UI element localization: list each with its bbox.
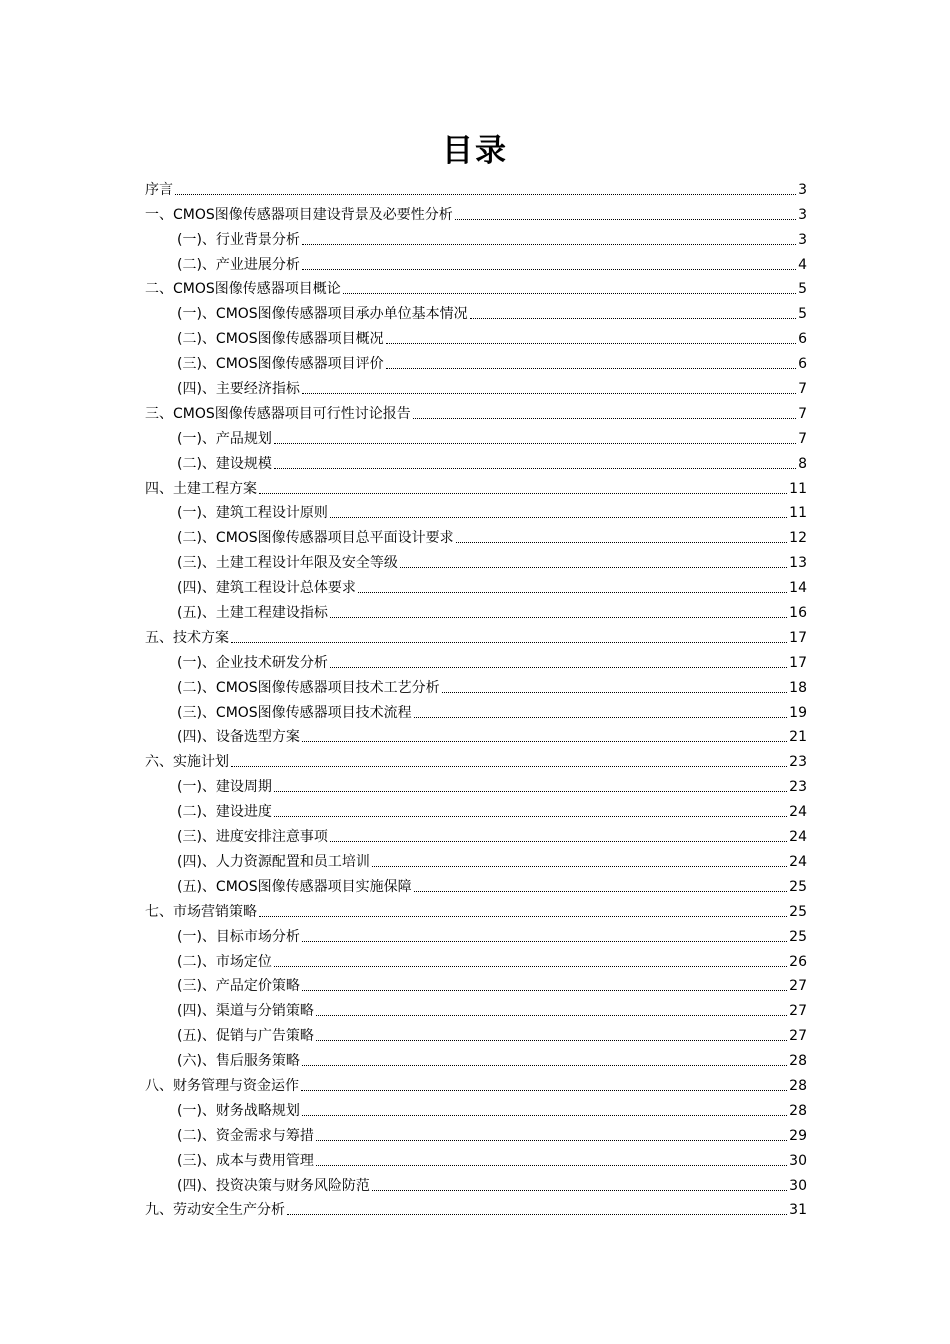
dot-leader <box>358 592 787 593</box>
dot-leader <box>330 841 787 842</box>
toc-subentry[interactable] <box>145 871 807 896</box>
dot-leader <box>372 1190 787 1191</box>
toc-page-number: 17 <box>789 654 807 671</box>
toc-subentry[interactable] <box>145 971 807 996</box>
toc-subentry[interactable] <box>145 1170 807 1195</box>
dot-leader <box>400 567 787 568</box>
toc-entry-label: (五)、土建工程建设指标 <box>177 605 328 622</box>
toc-entry[interactable] <box>145 199 807 224</box>
dot-leader <box>343 293 796 294</box>
toc-subentry[interactable] <box>145 1145 807 1170</box>
toc-subentry[interactable] <box>145 249 807 274</box>
toc-entry-label: 三、CMOS图像传感器项目可行性讨论报告 <box>145 405 411 422</box>
toc-entry-label: (二)、市场定位 <box>177 953 272 970</box>
toc-entry-label: (三)、CMOS图像传感器项目评价 <box>177 356 384 373</box>
toc-page-number: 24 <box>789 829 807 846</box>
toc-subentry[interactable] <box>145 572 807 597</box>
dot-leader <box>316 1040 787 1041</box>
dot-leader <box>259 493 787 494</box>
toc-subentry[interactable] <box>145 1095 807 1120</box>
dot-leader <box>470 318 796 319</box>
toc-entry-label: 九、劳动安全生产分析 <box>145 1202 285 1219</box>
toc-page-number: 7 <box>798 430 807 447</box>
toc-entry-label: (一)、产品规划 <box>177 430 272 447</box>
toc-entry-label: (三)、CMOS图像传感器项目技术流程 <box>177 704 412 721</box>
toc-entry-label: (一)、行业背景分析 <box>177 231 300 248</box>
toc-entry-label: 序言 <box>145 181 173 198</box>
toc-page-number: 27 <box>789 1003 807 1020</box>
page-title: 目录 <box>442 133 508 169</box>
dot-leader <box>302 269 796 270</box>
dot-leader <box>442 692 787 693</box>
toc-page-number: 12 <box>789 530 807 547</box>
dot-leader <box>386 343 796 344</box>
toc-subentry[interactable] <box>145 647 807 672</box>
toc-subentry[interactable] <box>145 672 807 697</box>
toc-page-number: 6 <box>798 331 807 348</box>
toc-subentry[interactable] <box>145 373 807 398</box>
toc-subentry[interactable] <box>145 722 807 747</box>
toc-entry-label: (四)、人力资源配置和员工培训 <box>177 853 370 870</box>
toc-entry-label: (三)、成本与费用管理 <box>177 1152 314 1169</box>
dot-leader <box>414 717 787 718</box>
dot-leader <box>372 866 787 867</box>
toc-page-number: 25 <box>789 878 807 895</box>
toc-entry-label: (二)、建设规模 <box>177 455 272 472</box>
dot-leader <box>274 966 787 967</box>
toc-page-number: 5 <box>798 306 807 323</box>
toc-entry[interactable] <box>145 1195 807 1220</box>
toc-page-number: 28 <box>789 1053 807 1070</box>
toc-page-number: 7 <box>798 381 807 398</box>
toc-subentry[interactable] <box>145 448 807 473</box>
dot-leader <box>302 393 796 394</box>
toc-entry[interactable] <box>145 622 807 647</box>
toc-page-number: 30 <box>789 1152 807 1169</box>
toc-page-number: 24 <box>789 804 807 821</box>
toc-page-number: 11 <box>789 480 807 497</box>
toc-page-number: 21 <box>789 729 807 746</box>
toc-entry-label: (五)、CMOS图像传感器项目实施保障 <box>177 878 412 895</box>
toc-entry-label: 四、土建工程方案 <box>145 480 257 497</box>
table-of-contents <box>145 174 807 1219</box>
toc-page-number: 27 <box>789 1028 807 1045</box>
toc-entry-label: 一、CMOS图像传感器项目建设背景及必要性分析 <box>145 206 453 223</box>
toc-entry[interactable] <box>145 274 807 299</box>
dot-leader <box>287 1214 787 1215</box>
toc-subentry[interactable] <box>145 771 807 796</box>
toc-subentry[interactable] <box>145 796 807 821</box>
toc-entry-label: 五、技术方案 <box>145 629 229 646</box>
toc-page-number: 29 <box>789 1127 807 1144</box>
dot-leader <box>259 916 787 917</box>
toc-entry-label: (四)、渠道与分销策略 <box>177 1003 314 1020</box>
dot-leader <box>274 816 787 817</box>
toc-page-number: 28 <box>789 1077 807 1094</box>
dot-leader <box>302 1065 787 1066</box>
toc-entry-label: 六、实施计划 <box>145 754 229 771</box>
dot-leader <box>274 791 787 792</box>
dot-leader <box>330 617 787 618</box>
dot-leader <box>274 468 796 469</box>
dot-leader <box>414 891 787 892</box>
toc-entry-label: (五)、促销与广告策略 <box>177 1028 314 1045</box>
dot-leader <box>274 443 796 444</box>
toc-subentry[interactable] <box>145 224 807 249</box>
toc-entry[interactable] <box>145 896 807 921</box>
toc-subentry[interactable] <box>145 298 807 323</box>
toc-subentry[interactable] <box>145 498 807 523</box>
toc-page-number: 14 <box>789 580 807 597</box>
dot-leader <box>301 1090 787 1091</box>
dot-leader <box>302 741 787 742</box>
toc-entry-label: (三)、进度安排注意事项 <box>177 829 328 846</box>
toc-page-number: 27 <box>789 978 807 995</box>
toc-subentry[interactable] <box>145 423 807 448</box>
dot-leader <box>386 368 796 369</box>
toc-subentry[interactable] <box>145 946 807 971</box>
toc-entry[interactable] <box>145 746 807 771</box>
dot-leader <box>330 517 787 518</box>
toc-subentry[interactable] <box>145 522 807 547</box>
toc-subentry[interactable] <box>145 821 807 846</box>
toc-entry-label: (六)、售后服务策略 <box>177 1053 300 1070</box>
dot-leader <box>413 418 796 419</box>
toc-entry-label: (一)、目标市场分析 <box>177 928 300 945</box>
toc-page-number: 3 <box>798 231 807 248</box>
toc-entry[interactable] <box>145 174 807 199</box>
toc-page-number: 7 <box>798 405 807 422</box>
toc-entry-label: (一)、企业技术研发分析 <box>177 654 328 671</box>
toc-page-number: 30 <box>789 1177 807 1194</box>
dot-leader <box>302 244 796 245</box>
toc-entry-label: 七、市场营销策略 <box>145 903 257 920</box>
toc-entry-label: (二)、CMOS图像传感器项目总平面设计要求 <box>177 530 454 547</box>
toc-entry-label: (四)、建筑工程设计总体要求 <box>177 580 356 597</box>
toc-page-number: 4 <box>798 256 807 273</box>
toc-entry-label: (一)、建设周期 <box>177 779 272 796</box>
toc-entry-label: (二)、产业进展分析 <box>177 256 300 273</box>
toc-entry-label: (三)、产品定价策略 <box>177 978 300 995</box>
toc-page-number: 25 <box>789 903 807 920</box>
toc-subentry[interactable] <box>145 697 807 722</box>
toc-page-number: 6 <box>798 356 807 373</box>
toc-page-number: 19 <box>789 704 807 721</box>
toc-page-number: 13 <box>789 555 807 572</box>
toc-page-number: 24 <box>789 853 807 870</box>
dot-leader <box>456 542 787 543</box>
toc-subentry[interactable] <box>145 348 807 373</box>
dot-leader <box>316 1140 787 1141</box>
toc-page-number: 31 <box>789 1202 807 1219</box>
toc-entry-label: (二)、CMOS图像传感器项目概况 <box>177 331 384 348</box>
dot-leader <box>302 941 787 942</box>
toc-entry[interactable] <box>145 473 807 498</box>
toc-entry-label: (四)、主要经济指标 <box>177 381 300 398</box>
toc-subentry[interactable] <box>145 846 807 871</box>
dot-leader <box>302 1115 787 1116</box>
toc-entry-label: 八、财务管理与资金运作 <box>145 1077 299 1094</box>
toc-page-number: 8 <box>798 455 807 472</box>
dot-leader <box>231 642 787 643</box>
toc-entry-label: (一)、建筑工程设计原则 <box>177 505 328 522</box>
toc-page-number: 26 <box>789 953 807 970</box>
toc-page-number: 5 <box>798 281 807 298</box>
toc-entry-label: (四)、设备选型方案 <box>177 729 300 746</box>
toc-subentry[interactable] <box>145 547 807 572</box>
toc-entry[interactable] <box>145 398 807 423</box>
toc-page-number: 16 <box>789 605 807 622</box>
toc-entry-label: (三)、土建工程设计年限及安全等级 <box>177 555 398 572</box>
toc-entry-label: (四)、投资决策与财务风险防范 <box>177 1177 370 1194</box>
dot-leader <box>316 1015 787 1016</box>
dot-leader <box>175 194 796 195</box>
toc-entry-label: (二)、资金需求与筹措 <box>177 1127 314 1144</box>
toc-page-number: 18 <box>789 679 807 696</box>
toc-page-number: 28 <box>789 1102 807 1119</box>
toc-page-number: 11 <box>789 505 807 522</box>
toc-subentry[interactable] <box>145 597 807 622</box>
toc-subentry[interactable] <box>145 1045 807 1070</box>
dot-leader <box>316 1165 787 1166</box>
toc-entry-label: (一)、CMOS图像传感器项目承办单位基本情况 <box>177 306 468 323</box>
toc-subentry[interactable] <box>145 921 807 946</box>
dot-leader <box>231 766 787 767</box>
toc-subentry[interactable] <box>145 323 807 348</box>
dot-leader <box>455 219 796 220</box>
toc-page-number: 17 <box>789 629 807 646</box>
toc-page-number: 3 <box>798 206 807 223</box>
toc-page-number: 23 <box>789 754 807 771</box>
toc-subentry[interactable] <box>145 995 807 1020</box>
toc-page-number: 23 <box>789 779 807 796</box>
toc-subentry[interactable] <box>145 1120 807 1145</box>
toc-entry-label: 二、CMOS图像传感器项目概论 <box>145 281 341 298</box>
toc-entry-label: (二)、建设进度 <box>177 804 272 821</box>
toc-page-number: 3 <box>798 181 807 198</box>
toc-page-number: 25 <box>789 928 807 945</box>
toc-entry[interactable] <box>145 1070 807 1095</box>
toc-subentry[interactable] <box>145 1020 807 1045</box>
dot-leader <box>302 990 787 991</box>
toc-entry-label: (一)、财务战略规划 <box>177 1102 300 1119</box>
toc-entry-label: (二)、CMOS图像传感器项目技术工艺分析 <box>177 679 440 696</box>
dot-leader <box>330 667 787 668</box>
